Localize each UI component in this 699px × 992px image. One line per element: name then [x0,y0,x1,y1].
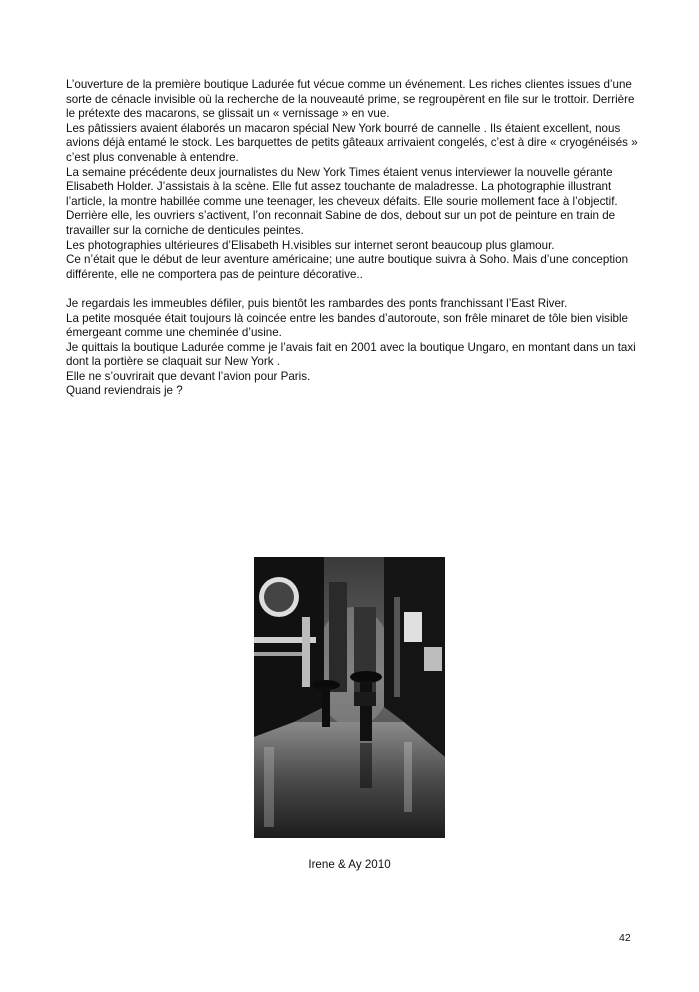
paragraph: Quand reviendrais je ? [66,384,183,398]
paragraph: Ce n’était que le début de leur aventure américaine; une autre boutique suivra à Soho. Mais d’une conception différente, elle ne comportera pas de peinture décorative.. [66,253,629,281]
page-number: 42 [619,932,631,944]
paragraph: La petite mosquée était toujours là coincée entre les bandes d’autoroute, son frêle minaret de tôle bien visible émergeant comme une cheminée d’usine. [66,311,629,340]
paragraph: L’ouverture de la première boutique Ladurée fut vécue comme un événement. Les riches clientes issues d’une sorte de cénacle invisible où la recherche de la nouveauté prime, se regroupèrent en file sur le trottoir. Derrière le prétexte des macarons, se glissait un « vernissage » en vue. [66,78,635,121]
street-photo [254,557,445,838]
paragraph: Je regardais les immeubles défiler, puis bientôt les rambardes des ponts franchissant l’East River. [66,296,568,310]
paragraph: Elle ne s’ouvrirait que devant l’avion pour Paris. [66,369,311,383]
photo-caption: Irene & Ay 2010 [308,858,391,871]
paragraph: Les pâtissiers avaient élaborés un macaron spécial New York bourré de cannelle . Ils étaient excellent, nous avions déjà entamé le stock. Les barquettes de petits gâteaux arrivaient congelés, c’est à dire « cryogénéisés » c’est plus convenable à entendre. [66,121,638,164]
paragraph: La semaine précédente deux journalistes du New York Times étaient venus interviewer la nouvelle gérante Elisabeth Holder. J’assistais à la scène. Elle fut assez touchante de maladresse. La photographie illustrant l’article, la montre habillée comme une teenager, les cheveux défaits. Elle sourie mollement face à l’objectif. Derrière elle, les ouvriers s’activent, l’on reconnait Sabine de dos, debout sur un pot de peinture en train de travailler sur la corniche de denticules peintes. [66,165,618,237]
paragraph-gap [66,282,641,297]
paragraph: Les photographies ultérieures d’Elisabeth H.visibles sur internet seront beaucoup plus glamour. [66,238,555,252]
paragraph: Je quittais la boutique Ladurée comme je l’avais fait en 2001 avec la boutique Ungaro, en montant dans un taxi dont la portière se claquait sur New York . [66,340,636,369]
body-text [66,78,641,399]
